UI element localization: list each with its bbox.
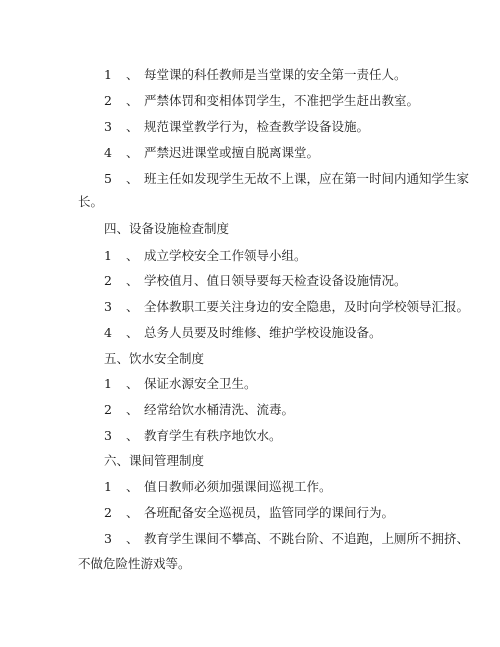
heading-text: 四、设备设施检查制度 bbox=[104, 221, 230, 236]
item-separator: 、 bbox=[126, 119, 139, 134]
list-item bbox=[104, 273, 407, 289]
item-text: 值日教师必须加强课间巡视工作。 bbox=[144, 479, 332, 494]
item-number: 2 bbox=[104, 402, 112, 417]
item-number: 2 bbox=[104, 93, 112, 108]
item-number: 2 bbox=[104, 273, 112, 288]
list-item bbox=[104, 119, 369, 135]
item-separator: 、 bbox=[126, 376, 139, 391]
item-text: 长。 bbox=[78, 194, 104, 209]
list-item bbox=[104, 299, 469, 315]
item-text: 总务人员要及时维修、维护学校设施设备。 bbox=[144, 325, 382, 340]
item-text: 严禁迟进课堂或擅自脱离课堂。 bbox=[144, 145, 320, 160]
list-item-continuation bbox=[78, 194, 103, 210]
item-number: 2 bbox=[104, 505, 112, 520]
list-item bbox=[104, 248, 307, 264]
item-number: 3 bbox=[104, 119, 112, 134]
item-separator: 、 bbox=[126, 67, 139, 82]
item-separator: 、 bbox=[126, 325, 139, 340]
item-separator: 、 bbox=[126, 171, 139, 186]
item-text: 教育学生有秩序地饮水。 bbox=[144, 428, 282, 443]
item-text: 经常给饮水桶清洗、流毒。 bbox=[144, 402, 295, 417]
item-text: 保证水源安全卫生。 bbox=[144, 376, 257, 391]
item-number: 4 bbox=[104, 325, 112, 340]
item-separator: 、 bbox=[126, 505, 139, 520]
list-item bbox=[104, 428, 282, 444]
list-item bbox=[104, 531, 469, 547]
list-item bbox=[104, 93, 419, 109]
heading-text: 五、饮水安全制度 bbox=[104, 351, 205, 366]
item-text: 全体教职工要关注身边的安全隐患，及时向学校领导汇报。 bbox=[144, 299, 470, 314]
item-text: 学校值月、值日领导要每天检查设备设施情况。 bbox=[144, 273, 407, 288]
item-number: 1 bbox=[104, 479, 112, 494]
item-separator: 、 bbox=[126, 248, 139, 263]
item-number: 1 bbox=[104, 248, 112, 263]
item-separator: 、 bbox=[126, 428, 139, 443]
item-text: 不做危险性游戏等。 bbox=[78, 556, 191, 571]
list-item-continuation bbox=[78, 556, 191, 572]
list-item bbox=[104, 376, 257, 392]
item-separator: 、 bbox=[126, 273, 139, 288]
item-number: 1 bbox=[104, 376, 112, 391]
item-number: 1 bbox=[104, 67, 112, 82]
section-heading bbox=[104, 453, 204, 469]
heading-text: 六、课间管理制度 bbox=[104, 453, 205, 468]
item-number: 3 bbox=[104, 531, 112, 546]
list-item bbox=[104, 67, 407, 83]
section-heading bbox=[104, 351, 204, 367]
item-text: 每堂课的科任教师是当堂课的安全第一责任人。 bbox=[144, 67, 407, 82]
list-item bbox=[104, 325, 382, 341]
section-heading bbox=[104, 221, 229, 237]
list-item bbox=[104, 145, 319, 161]
list-item bbox=[104, 402, 294, 418]
item-number: 4 bbox=[104, 145, 112, 160]
item-separator: 、 bbox=[126, 93, 139, 108]
list-item bbox=[104, 505, 394, 521]
item-text: 各班配备安全巡视员，监管同学的课间行为。 bbox=[144, 505, 395, 520]
item-separator: 、 bbox=[126, 402, 139, 417]
item-text: 严禁体罚和变相体罚学生，不准把学生赶出教室。 bbox=[144, 93, 420, 108]
item-text: 班主任如发现学生无故不上课，应在第一时间内通知学生家 bbox=[144, 171, 470, 186]
list-item bbox=[104, 479, 332, 495]
item-separator: 、 bbox=[126, 299, 139, 314]
item-separator: 、 bbox=[126, 479, 139, 494]
item-separator: 、 bbox=[126, 145, 139, 160]
item-separator: 、 bbox=[126, 531, 139, 546]
item-number: 3 bbox=[104, 428, 112, 443]
item-text: 教育学生课间不攀高、不跳台阶、不追跑，上厕所不拥挤、 bbox=[144, 531, 470, 546]
item-text: 成立学校安全工作领导小组。 bbox=[144, 248, 307, 263]
item-number: 5 bbox=[104, 171, 112, 186]
list-item bbox=[104, 171, 469, 187]
item-text: 规范课堂教学行为，检查教学设备设施。 bbox=[144, 119, 370, 134]
item-number: 3 bbox=[104, 299, 112, 314]
